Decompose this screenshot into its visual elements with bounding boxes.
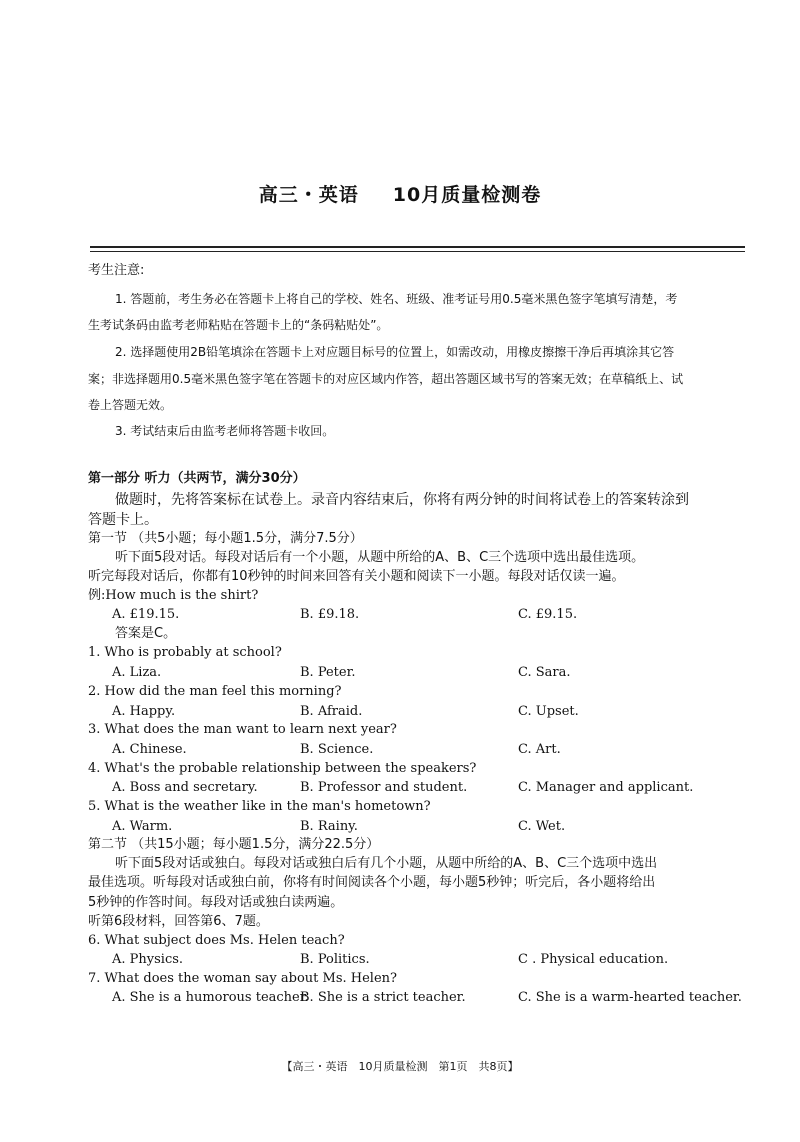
- notice-heading: 考生注意:: [88, 263, 145, 278]
- question-5-option-b: B. Rainy.: [300, 819, 358, 834]
- section1-instructions-cont: 听完每段对话后，你都有10秒钟的时间来回答有关小题和阅读下一小题。每段对话仅读一遍。: [88, 569, 625, 584]
- example-question: 例:How much is the shirt?: [88, 588, 259, 603]
- question-6-option-a: A. Physics.: [112, 952, 184, 967]
- section2-heading: 第二节 （共15小题；每小题1.5分，满分22.5分）: [88, 837, 380, 852]
- material-label: 听第6段材料，回答第6、7题。: [88, 914, 269, 929]
- question-4-option-c: C. Manager and applicant.: [518, 780, 694, 795]
- section1-instructions: 听下面5段对话。每段对话后有一个小题，从题中所给的A、B、C三个选项中选出最佳选项。: [115, 550, 645, 565]
- question-7-option-c: C. She is a warm-hearted teacher.: [518, 990, 742, 1005]
- question-6: 6. What subject does Ms. Helen teach?: [88, 933, 345, 948]
- section1-heading: 第一节 （共5小题；每小题1.5分，满分7.5分）: [88, 531, 363, 546]
- part1-intro: 做题时，先将答案标在试卷上。录音内容结束后，你将有两分钟的时间将试卷上的答案转涂到: [115, 492, 689, 508]
- question-7: 7. What does the woman say about Ms. Helen?: [88, 971, 397, 986]
- notice-item-1-cont: 生考试条码由监考老师粘贴在答题卡上的“条码粘贴处”。: [88, 318, 389, 332]
- header-rule: [90, 246, 745, 248]
- question-6-option-b: B. Politics.: [300, 952, 370, 967]
- question-2-option-b: B. Afraid.: [300, 704, 363, 719]
- section2-instructions: 听下面5段对话或独白。每段对话或独白后有几个小题，从题中所给的A、B、C三个选项中选出: [115, 856, 658, 871]
- question-6-option-c: C . Physical education.: [518, 952, 669, 967]
- section2-instructions-cont: 最佳选项。听每段对话或独白前，你将有时间阅读各个小题，每小题5秒钟；听完后，各小题将给出: [88, 875, 656, 890]
- question-1-option-b: B. Peter.: [300, 665, 356, 680]
- question-4-option-a: A. Boss and secretary.: [112, 780, 258, 795]
- title-subject: 高三・英语: [258, 184, 359, 206]
- question-2-option-a: A. Happy.: [112, 704, 176, 719]
- notice-item-2-cont2: 卷上答题无效。: [88, 398, 173, 412]
- example-option-c: C. £9.15.: [518, 607, 578, 622]
- question-1-option-c: C. Sara.: [518, 665, 571, 680]
- example-option-a: A. £19.15.: [112, 607, 180, 622]
- title-exam-name: 10月质量检测卷: [392, 184, 542, 206]
- question-1-option-a: A. Liza.: [112, 665, 162, 680]
- part1-heading: 第一部分 听力（共两节，满分30分）: [88, 471, 306, 486]
- question-4: 4. What's the probable relationship between the speakers?: [88, 761, 477, 776]
- question-2: 2. How did the man feel this morning?: [88, 684, 342, 699]
- example-answer: 答案是C。: [115, 626, 177, 641]
- notice-item-1: 1. 答题前，考生务必在答题卡上将自己的学校、姓名、班级、准考证号用0.5毫米黑色签字笔填写清楚，考: [115, 292, 678, 306]
- notice-item-2: 2. 选择题使用2B铅笔填涂在答题卡上对应题目标号的位置上，如需改动，用橡皮擦擦干净后再填涂其它答: [115, 345, 675, 359]
- question-2-option-c: C. Upset.: [518, 704, 579, 719]
- example-option-b: B. £9.18.: [300, 607, 360, 622]
- question-3-option-a: A. Chinese.: [112, 742, 187, 757]
- question-4-option-b: B. Professor and student.: [300, 780, 468, 795]
- section2-instructions-cont2: 5秒钟的作答时间。每段对话或独白读两遍。: [88, 895, 344, 910]
- page-footer: 【高三・英语 10月质量检测 第1页 共8页】: [281, 1060, 519, 1073]
- question-1: 1. Who is probably at school?: [88, 645, 282, 660]
- part1-intro-cont: 答题卡上。: [88, 512, 158, 528]
- notice-item-3: 3. 考试结束后由监考老师将答题卡收回。: [115, 424, 335, 438]
- question-7-option-a: A. She is a humorous teacher.: [112, 990, 309, 1005]
- page-title: [0, 180, 800, 207]
- question-7-option-b: B. She is a strict teacher.: [300, 990, 466, 1005]
- header-rule-thin: [90, 251, 745, 252]
- question-5-option-a: A. Warm.: [112, 819, 173, 834]
- question-3-option-b: B. Science.: [300, 742, 374, 757]
- question-5-option-c: C. Wet.: [518, 819, 566, 834]
- question-3-option-c: C. Art.: [518, 742, 561, 757]
- question-3: 3. What does the man want to learn next year?: [88, 722, 397, 737]
- notice-item-2-cont: 案；非选择题用0.5毫米黑色签字笔在答题卡的对应区域内作答，超出答题区域书写的答案无效；在草稿纸上、试: [88, 372, 684, 386]
- question-5: 5. What is the weather like in the man's hometown?: [88, 799, 431, 814]
